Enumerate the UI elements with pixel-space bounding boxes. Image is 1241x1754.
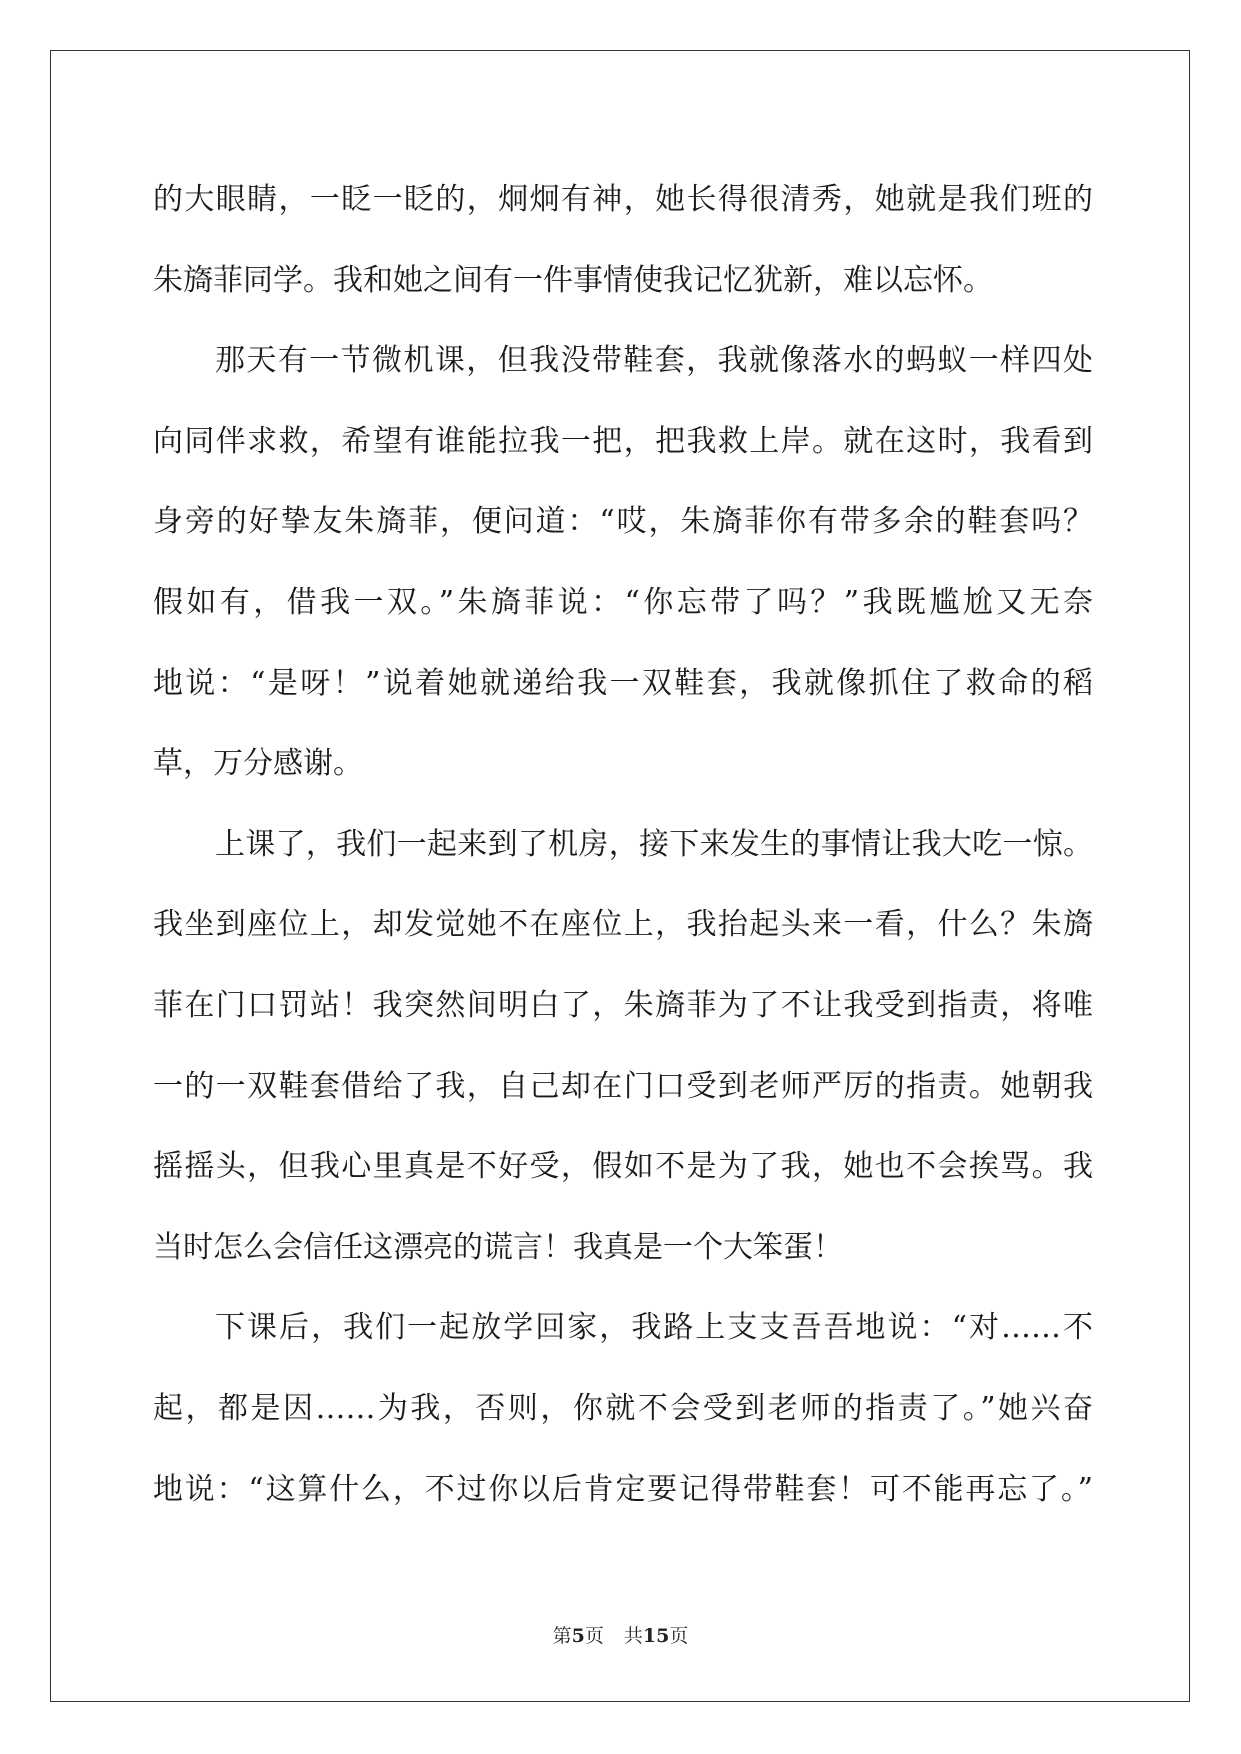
current-page-number: 5 <box>571 1625 585 1647</box>
text-line: 地说：“是呀！”说着她就递给我一双鞋套，我就像抓住了救命的稻 <box>153 665 1093 701</box>
text-line: 摇摇头，但我心里真是不好受，假如不是为了我，她也不会挨骂。我 <box>153 1149 1093 1185</box>
total-prefix: 共 <box>623 1625 643 1647</box>
document-body <box>153 160 1093 1530</box>
text-line: 向同伴求救，希望有谁能拉我一把，把我救上岸。就在这时，我看到 <box>153 423 1093 459</box>
page-prefix: 第 <box>552 1625 572 1647</box>
paragraph-start-line: 下课后，我们一起放学回家，我路上支支吾吾地说：“对……不 <box>215 1310 1093 1346</box>
text-line: 当时怎么会信任这漂亮的谎言！我真是一个大笨蛋！ <box>153 1229 843 1265</box>
text-line: 朱旖菲同学。我和她之间有一件事情使我记忆犹新，难以忘怀。 <box>153 262 993 298</box>
total-suffix: 页 <box>669 1625 689 1647</box>
paragraph-start-line: 那天有一节微机课，但我没带鞋套，我就像落水的蚂蚁一样四处 <box>215 343 1093 379</box>
text-line: 起，都是因……为我，否则，你就不会受到老师的指责了。”她兴奋 <box>153 1390 1093 1426</box>
text-line: 我坐到座位上，却发觉她不在座位上，我抬起头来一看，什么？朱旖 <box>153 907 1093 943</box>
text-line: 身旁的好挚友朱旖菲，便问道：“哎，朱旖菲你有带多余的鞋套吗？ <box>153 504 1093 540</box>
paragraph-start-line: 上课了，我们一起来到了机房，接下来发生的事情让我大吃一惊。 <box>215 826 1093 862</box>
text-line: 草，万分感谢。 <box>153 746 363 782</box>
text-line: 菲在门口罚站！我突然间明白了，朱旖菲为了不让我受到指责，将唯 <box>153 987 1093 1023</box>
text-line: 一的一双鞋套借给了我，自己却在门口受到老师严厉的指责。她朝我 <box>153 1068 1093 1104</box>
page-number-footer <box>0 1624 1241 1648</box>
text-line: 地说：“这算什么，不过你以后肯定要记得带鞋套！可不能再忘了。” <box>153 1471 1093 1507</box>
text-line: 的大眼睛，一眨一眨的，炯炯有神，她长得很清秀，她就是我们班的 <box>153 182 1093 217</box>
page-suffix: 页 <box>584 1625 604 1647</box>
text-line: 假如有，借我一双。”朱旖菲说：“你忘带了吗？”我既尴尬又无奈 <box>153 584 1093 620</box>
total-page-count: 15 <box>642 1625 670 1647</box>
